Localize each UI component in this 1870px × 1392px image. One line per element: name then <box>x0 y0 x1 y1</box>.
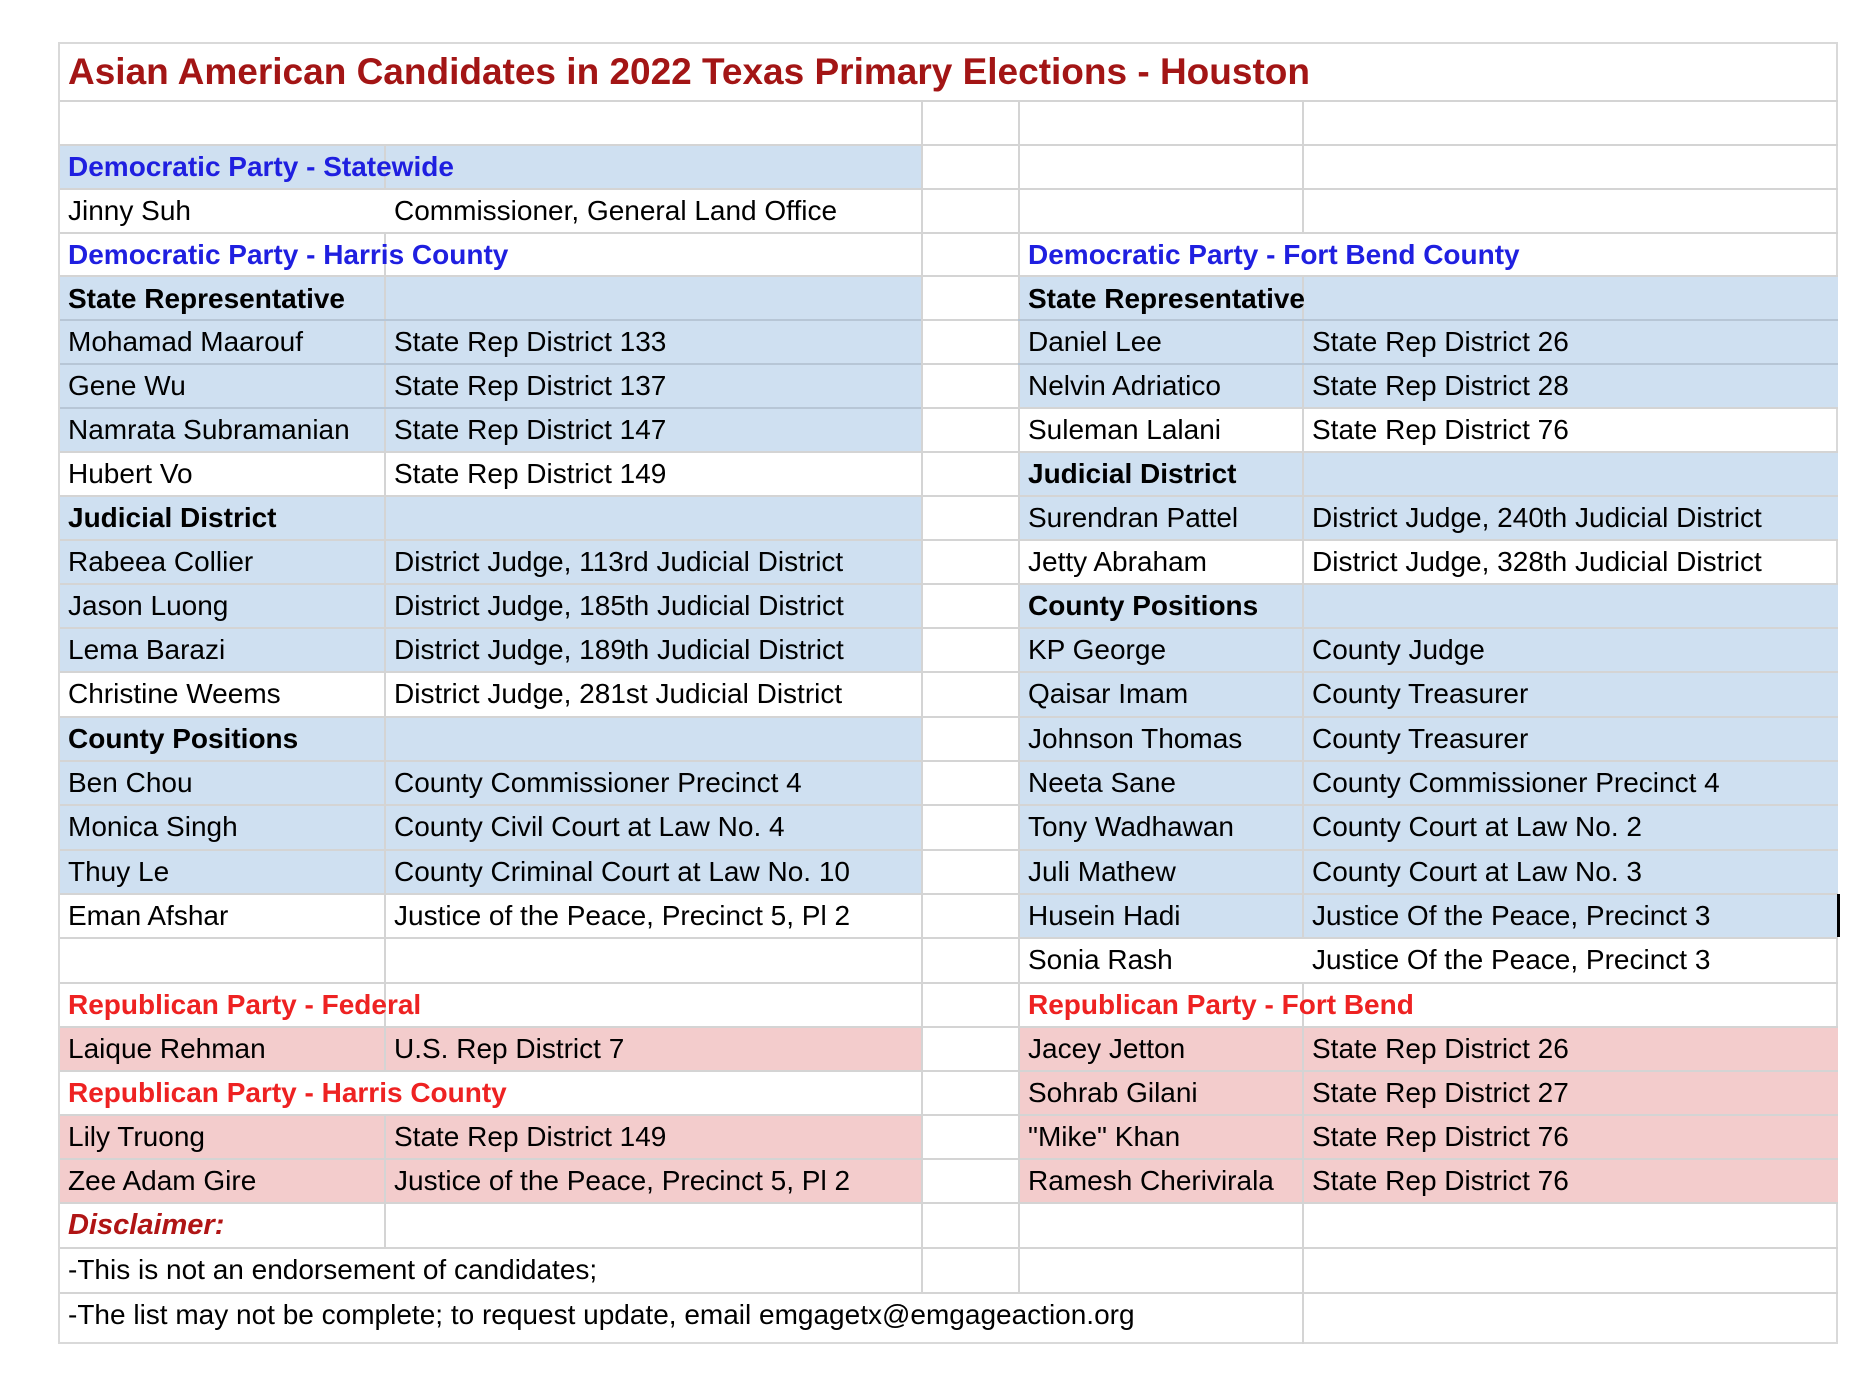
dem-harris-county-heading: County Positions <box>68 723 299 754</box>
candidate-office: Commissioner, General Land Office <box>394 195 838 226</box>
candidate-office: District Judge, 113rd Judicial District <box>394 546 844 577</box>
candidate-office: County Criminal Court at Law No. 10 <box>394 856 850 887</box>
spreadsheet <box>58 42 1838 1344</box>
dem-fortbend-heading: Democratic Party - Fort Bend County <box>1028 239 1520 270</box>
dem-statewide-heading: Democratic Party - Statewide <box>68 151 454 182</box>
candidate-office: County Court at Law No. 3 <box>1312 856 1642 887</box>
col-line <box>1302 101 1304 232</box>
candidate-name: Neeta Sane <box>1028 767 1176 798</box>
row-line <box>60 1158 1838 1160</box>
row-line <box>60 716 1838 718</box>
candidate-name: Juli Mathew <box>1028 856 1176 887</box>
candidate-office: County Court at Law No. 2 <box>1312 811 1642 842</box>
candidate-name: Jinny Suh <box>68 195 191 226</box>
candidate-name: Nelvin Adriatico <box>1028 370 1221 401</box>
candidate-name: Ben Chou <box>68 767 193 798</box>
candidate-name: "Mike" Khan <box>1028 1121 1181 1152</box>
candidate-office: Justice of the Peace, Precinct 5, Pl 2 <box>394 900 851 931</box>
candidate-name: Ramesh Cherivirala <box>1028 1165 1274 1196</box>
row-line <box>60 1202 1838 1204</box>
candidate-office: District Judge, 185th Judicial District <box>394 590 844 621</box>
candidate-name: Lema Barazi <box>68 634 226 665</box>
candidate-office: District Judge, 189th Judicial District <box>394 634 844 665</box>
candidate-office: State Rep District 76 <box>1312 1121 1569 1152</box>
col-line <box>921 101 923 1293</box>
candidate-name: Laique Rehman <box>68 1033 266 1064</box>
candidate-name: Zee Adam Gire <box>68 1165 257 1196</box>
col-line <box>384 1203 386 1248</box>
disclaimer-line: -The list may not be complete; to request update, email emgagetx@emgageaction.org <box>68 1299 1135 1330</box>
candidate-office: State Rep District 26 <box>1312 1033 1569 1064</box>
candidate-office: State Rep District 137 <box>394 370 667 401</box>
candidate-office: Justice of the Peace, Precinct 5, Pl 2 <box>394 1165 851 1196</box>
candidate-name: Sohrab Gilani <box>1028 1077 1198 1108</box>
disclaimer-line: -This is not an endorsement of candidates; <box>68 1254 598 1285</box>
candidate-name: Qaisar Imam <box>1028 678 1189 709</box>
candidate-name: KP George <box>1028 634 1167 665</box>
candidate-name: Namrata Subramanian <box>68 414 350 445</box>
candidate-name: Jason Luong <box>68 590 229 621</box>
candidate-name: Rabeea Collier <box>68 546 254 577</box>
candidate-name: Johnson Thomas <box>1028 723 1243 754</box>
candidate-name: Monica Singh <box>68 811 238 842</box>
candidate-office: District Judge, 328th Judicial District <box>1312 546 1762 577</box>
candidate-name: Gene Wu <box>68 370 186 401</box>
candidate-office: County Civil Court at Law No. 4 <box>394 811 785 842</box>
rep-federal-heading: Republican Party - Federal <box>68 989 422 1020</box>
dem-harris-state-rep-heading: State Representative <box>68 283 346 314</box>
candidate-office: State Rep District 26 <box>1312 326 1569 357</box>
candidate-office: Justice Of the Peace, Precinct 3 <box>1312 944 1711 975</box>
dem-fortbend-state-rep-heading: State Representative <box>1028 283 1306 314</box>
candidate-name: Suleman Lalani <box>1028 414 1222 445</box>
candidate-office: District Judge, 240th Judicial District <box>1312 502 1762 533</box>
candidate-office: State Rep District 76 <box>1312 1165 1569 1196</box>
dem-harris-judicial-heading: Judicial District <box>68 502 277 533</box>
row-line <box>60 671 1838 673</box>
candidate-name: Thuy Le <box>68 856 170 887</box>
candidate-office: State Rep District 28 <box>1312 370 1569 401</box>
candidate-name: Tony Wadhawan <box>1028 811 1234 842</box>
row-line <box>60 627 1838 629</box>
row-line <box>60 100 1838 102</box>
candidate-office: State Rep District 149 <box>394 458 667 489</box>
candidate-name: Surendran Pattel <box>1028 502 1239 533</box>
disclaimer-heading: Disclaimer: <box>68 1209 225 1241</box>
candidate-office: State Rep District 27 <box>1312 1077 1569 1108</box>
candidate-name: Jetty Abraham <box>1028 546 1207 577</box>
rep-harris-heading: Republican Party - Harris County <box>68 1077 507 1108</box>
candidate-office: State Rep District 133 <box>394 326 667 357</box>
candidate-office: Justice Of the Peace, Precinct 3 <box>1312 900 1711 931</box>
candidate-name: Jacey Jetton <box>1028 1033 1186 1064</box>
dem-fortbend-county-heading: County Positions <box>1028 590 1259 621</box>
candidate-office: State Rep District 149 <box>394 1121 667 1152</box>
candidate-name: Eman Afshar <box>68 900 229 931</box>
candidate-name: Hubert Vo <box>68 458 193 489</box>
page-title: Asian American Candidates in 2022 Texas Primary Elections - Houston <box>68 51 1310 92</box>
candidate-name: Sonia Rash <box>1028 944 1173 975</box>
dem-fortbend-judicial-heading: Judicial District <box>1028 458 1237 489</box>
candidate-office: County Judge <box>1312 634 1485 665</box>
rep-fortbend-heading: Republican Party - Fort Bend <box>1028 989 1414 1020</box>
candidate-office: State Rep District 147 <box>394 414 667 445</box>
candidate-name: Daniel Lee <box>1028 326 1162 357</box>
candidate-office: County Commissioner Precinct 4 <box>1312 767 1720 798</box>
candidate-office: U.S. Rep District 7 <box>394 1033 625 1064</box>
candidate-office: County Commissioner Precinct 4 <box>394 767 802 798</box>
candidate-name: Christine Weems <box>68 678 281 709</box>
candidate-name: Lily Truong <box>68 1121 205 1152</box>
candidate-office: State Rep District 76 <box>1312 414 1569 445</box>
candidate-name: Husein Hadi <box>1028 900 1181 931</box>
cell-cursor-mark <box>1837 894 1840 937</box>
candidate-office: County Treasurer <box>1312 723 1529 754</box>
dem-harris-heading: Democratic Party - Harris County <box>68 239 509 270</box>
candidate-office: County Treasurer <box>1312 678 1529 709</box>
candidate-office: District Judge, 281st Judicial District <box>394 678 843 709</box>
candidate-name: Mohamad Maarouf <box>68 326 304 357</box>
